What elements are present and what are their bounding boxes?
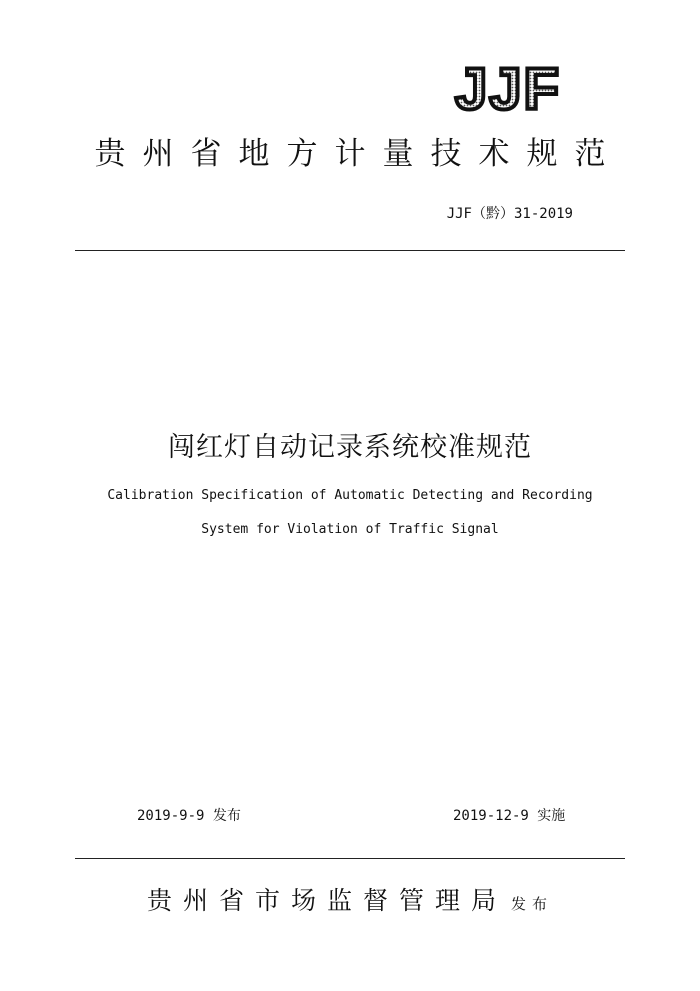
issue-date: 2019-9-9 发布 [137, 808, 241, 824]
publisher-name: 贵州省市场监督管理局 [146, 886, 507, 915]
bottom-divider [75, 858, 625, 859]
document-title-en-line2: System for Violation of Traffic Signal [201, 522, 499, 537]
logo-text: JJF [455, 57, 561, 114]
effective-date: 2019-12-9 实施 [453, 808, 566, 824]
standard-code: JJF（黔）31-2019 [446, 206, 573, 222]
publish-suffix: 发布 [511, 895, 554, 913]
issuing-authority-heading: 贵州省地方计量技术规范 [94, 136, 623, 172]
document-title-cn: 闯红灯自动记录系统校准规范 [168, 432, 532, 463]
document-title-en-line1: Calibration Specification of Automatic Detecting and Recording [107, 488, 593, 503]
top-divider [75, 250, 625, 251]
jjf-logo [436, 56, 580, 114]
publisher-row [0, 882, 700, 920]
